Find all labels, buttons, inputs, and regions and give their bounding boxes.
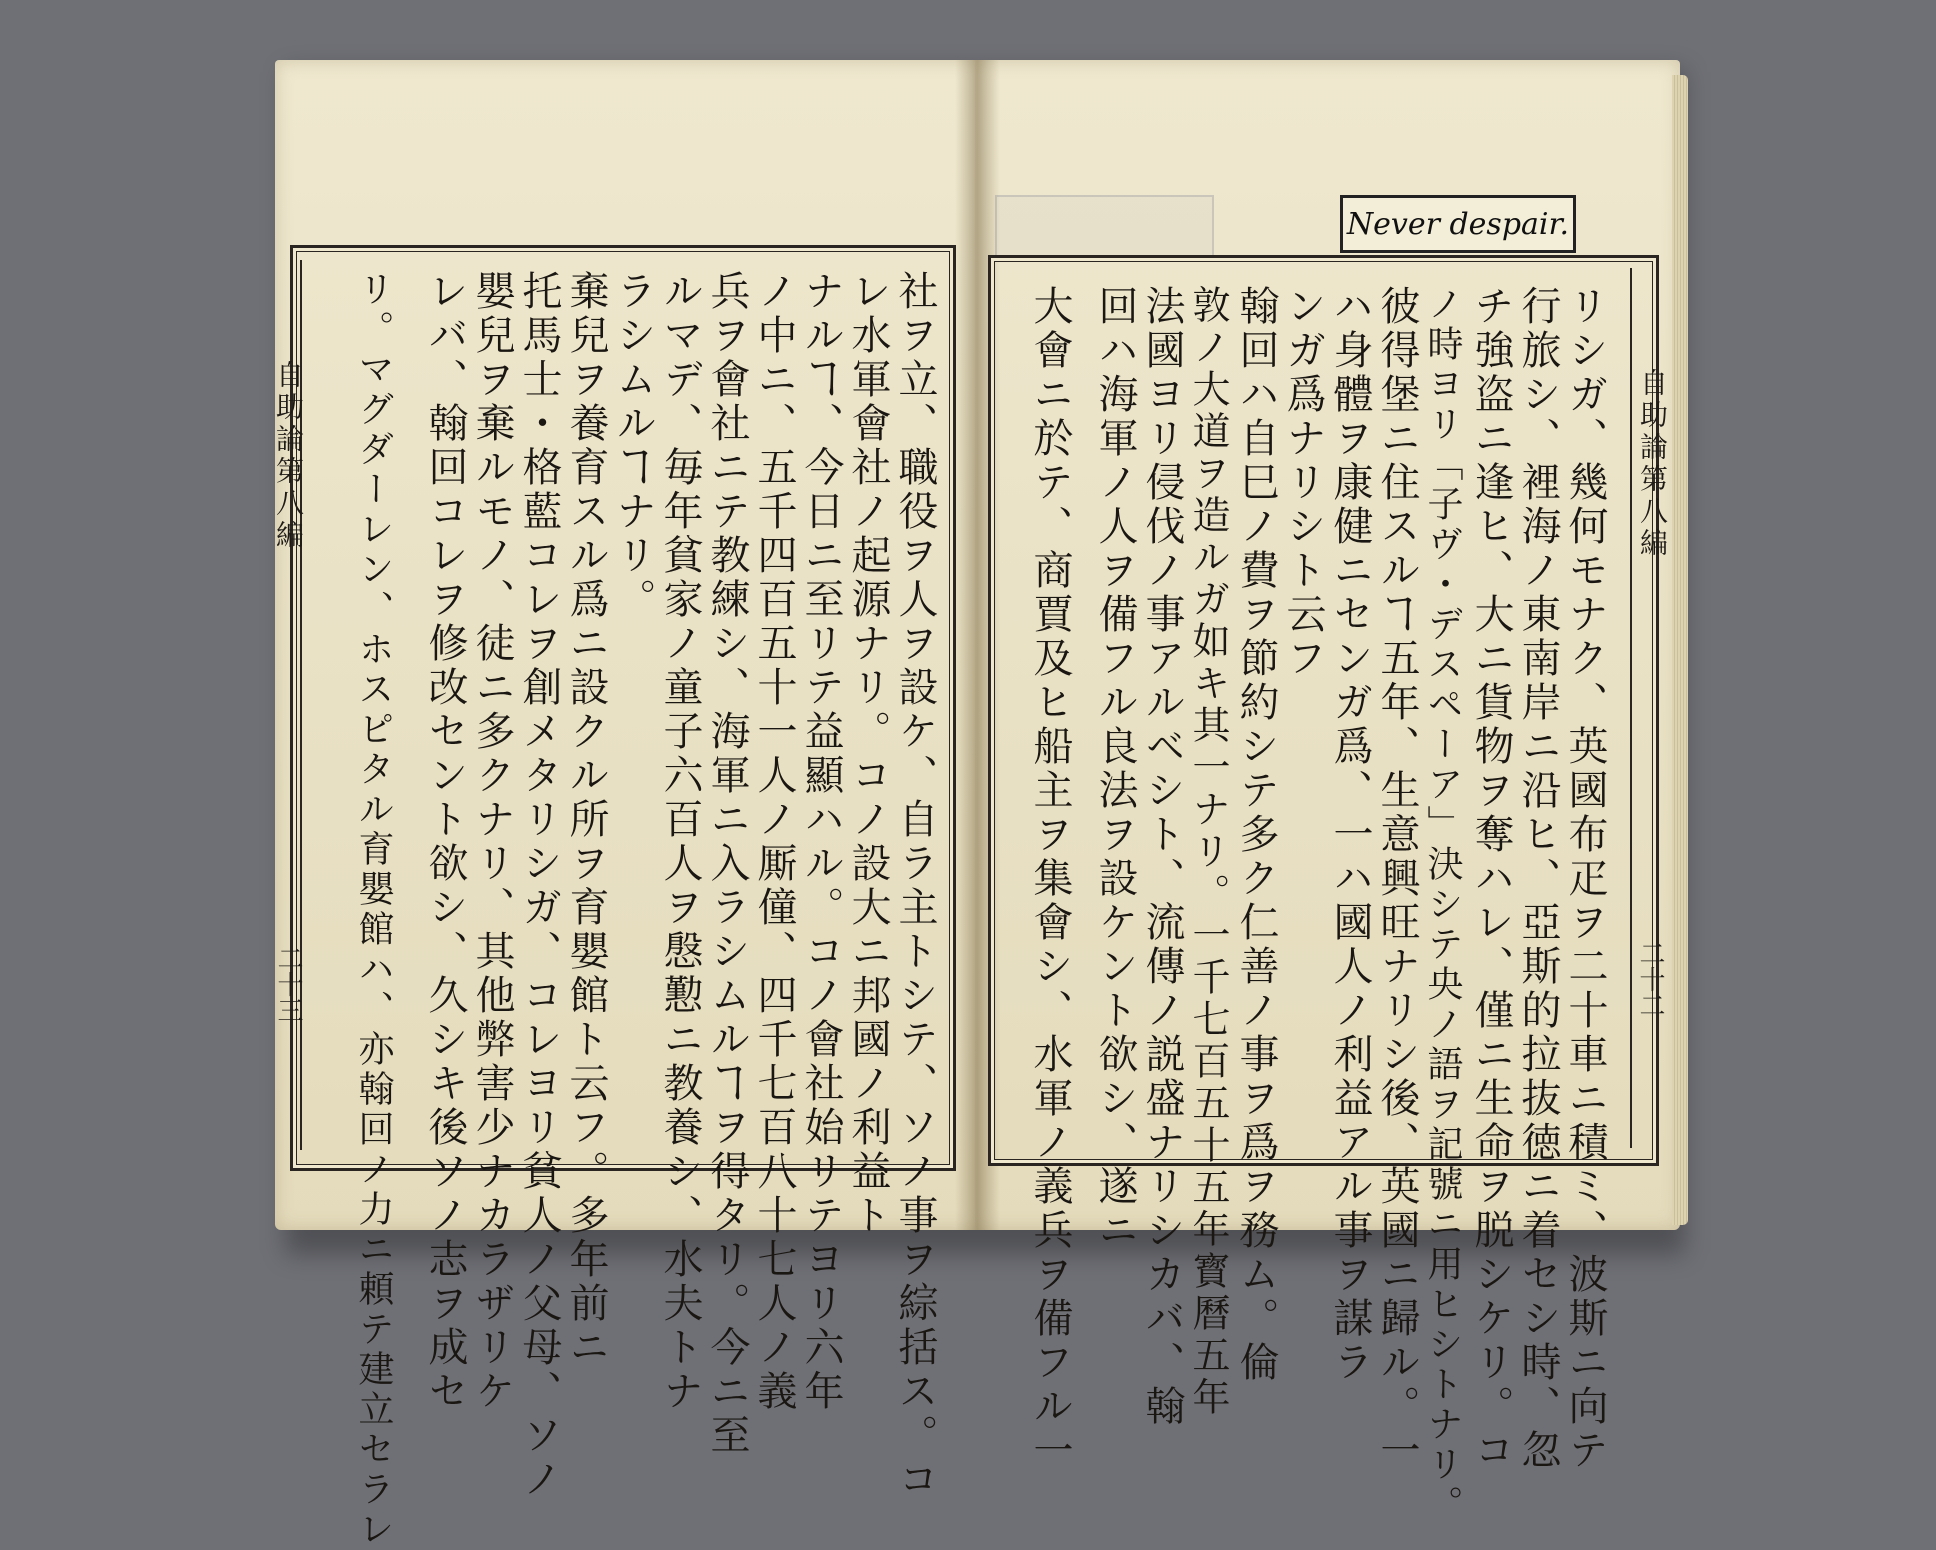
text-column: リ。マグダーレン、ホスピタル育嬰館ハ、亦翰回ノ力ニ頼テ建立セラレ bbox=[353, 270, 394, 1550]
text-column: レバ、翰回コレヲ修改セント欲シ、久シキ後ソノ志ヲ成セ bbox=[422, 270, 468, 1414]
right-folio: 二十二 bbox=[1635, 940, 1665, 1018]
text-column: 彼得堡ニ住スルヿ五年、生意興旺ナリシ後、英國ニ歸ル。一 bbox=[1374, 285, 1420, 1473]
text-column: 社ヲ立、職役ヲ人ヲ設ケ、自ラ主トシテ、ソノ事ヲ綜括ス。コ bbox=[892, 270, 938, 1502]
page-edges bbox=[1672, 75, 1688, 1225]
text-column: 行旅シ、裡海ノ東南岸ニ沿ヒ、亞斯的拉抜徳ニ着セシ時、忽 bbox=[1515, 285, 1561, 1473]
text-column: ノ中ニ、五千四百五十一人ノ厮僮、四千七百八十七人ノ義 bbox=[751, 270, 797, 1414]
text-column: ルマデ、毎年貧家ノ童子六百人ヲ慇懃ニ教養シ、水夫トナ bbox=[657, 270, 703, 1414]
text-column: チ強盗ニ逢ヒ、大ニ貨物ヲ奪ハレ、僅ニ生命ヲ脱シケリ。コ bbox=[1468, 285, 1514, 1473]
text-column: 托馬士・格藍コレヲ創メタリシガ、コレヨリ貧人ノ父母、ソノ bbox=[516, 270, 562, 1502]
text-column: 嬰兒ヲ棄ルモノ、徒ニ多クナリ、其他弊害少ナカラザリケ bbox=[469, 270, 515, 1414]
text-column: 大會ニ於テ、商賈及ヒ船主ヲ集會シ、水軍ノ義兵ヲ備フル一 bbox=[1027, 285, 1073, 1473]
text-column: ンガ爲ナリシト云フ bbox=[1280, 285, 1326, 681]
english-annotation: Never despair. bbox=[1340, 195, 1576, 253]
text-column: 法國ヨリ侵伐ノ事アルベシト、流傳ノ説盛ナリシカバ、翰 bbox=[1139, 285, 1185, 1429]
left-folio: 二十三 bbox=[273, 945, 303, 1023]
text-column: ハ身體ヲ康健ニセンガ爲、一ハ國人ノ利益アル事ヲ謀ラ bbox=[1327, 285, 1373, 1385]
text-column: リシガ、幾何モナク、英國布疋ヲ二十車ニ積ミ、波斯ニ向テ bbox=[1562, 285, 1608, 1473]
right-running-title: 自助論第八編 bbox=[1636, 368, 1669, 560]
text-column: 翰回ハ自巳ノ費ヲ節約シテ多ク仁善ノ事ヲ爲ヲ務ム。倫 bbox=[1233, 285, 1279, 1385]
text-column: 敦ノ大道ヲ造ルガ如キ其一ナリ。一千七百五十五年寳曆五年 bbox=[1186, 285, 1230, 1419]
faint-stamp bbox=[995, 195, 1214, 257]
text-column: レ水軍會社ノ起源ナリ。コノ設大ニ邦國ノ利益ト bbox=[845, 270, 891, 1238]
text-column: ナルヿ、今日ニ至リテ益顯ハル。コノ會社始リテヨリ六年 bbox=[798, 270, 844, 1414]
text-column: 兵ヲ會社ニテ教練シ、海軍ニ入ラシムルヿヲ得タリ。今ニ至 bbox=[704, 270, 750, 1458]
text-column: ノ時ヨリ「子ヴ・デスペーア」決シテ央ノ語ヲ記號ニ用ヒシトナリ。 bbox=[1422, 285, 1463, 1525]
text-column: 回ハ海軍ノ人ヲ備フル良法ヲ設ケント欲シ、遂ニ bbox=[1092, 285, 1138, 1253]
text-column: 棄兒ヲ養育スル爲ニ設クル所ヲ育嬰館ト云フ。多年前ニ bbox=[563, 270, 609, 1370]
left-running-title: 自助論第八編 bbox=[272, 360, 305, 552]
text-column: ラシムルヿナリ。 bbox=[610, 270, 656, 622]
